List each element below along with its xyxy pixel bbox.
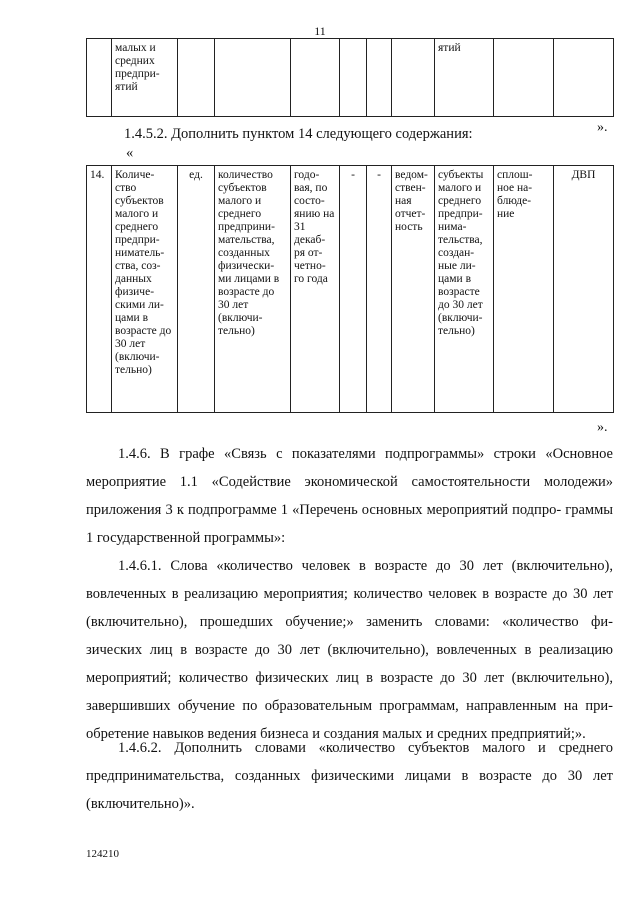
paragraph-1-4-6-2: 1.4.6.2. Дополнить словами «количество субъектов малого и среднего предпринимательства, созданных физическими лицами в возрасте до 30 лет (включительно)».: [86, 740, 613, 812]
paragraph-1-4-6: 1.4.6. В графе «Связь с показателями подпрограммы» строки «Основное мероприятие 1.1 «Содействие экономической самостоятельности молодежи» приложения 3 к подпрограмме 1 «Перечень основных мероприятий подпро- граммы 1 государственной программы»:: [86, 446, 613, 546]
cell-periodicity: годо- вая, по состо- янию на 31 декаб- ря от- четно- го года: [291, 166, 340, 413]
cell-name: Количе- ство субъектов малого и среднего предпри- ниматель- ства, соз- данных физиче- скими ли- цами в возрасте до 30 лет (включи- тельно): [112, 166, 178, 413]
cell-method: сплош- ное на- блюде- ние: [494, 166, 554, 413]
cell-num: 14.: [87, 166, 112, 413]
footer-code: 124210: [86, 848, 119, 860]
continuation-table: [86, 38, 614, 117]
table-row: [87, 39, 614, 117]
cell-definition: количество субъектов малого и среднего предприни- мательства, созданных физически- ми лицами в возрасте до 30 лет (включи- тельно): [215, 166, 291, 413]
cell-dash-2: -: [367, 166, 392, 413]
cell-unit: ед.: [178, 166, 215, 413]
paragraph-1-4-6-1: 1.4.6.1. Слова «количество человек в возрасте до 30 лет (включительно), вовлеченных в реализацию мероприятия; количество человек в возрасте до 30 лет (включительно), прошедших обучение;» заменить словами: «количество фи- зических лиц в возрасте до 30 лет (включительно), вовлеченных в реализацию мероприятий; количество физических лиц в возрасте до 30 лет (включительно), завершивших обучение по образовательным программам, направленным на при- обретение навыков ведения бизнеса и создания малых и средних предприятий;».: [86, 558, 613, 742]
cell-link: ятий: [435, 39, 494, 117]
closing-quote-1: ».: [597, 120, 608, 135]
cell-subjects: субъекты малого и среднего предпри- нима- тельства, создан- ные ли- цами в возрасте до 30 лет (включи- тельно): [435, 166, 494, 413]
cell-responsible: ДВП: [554, 166, 614, 413]
closing-quote-2: ».: [597, 420, 608, 435]
cell-dash-1: -: [340, 166, 367, 413]
opening-quote: «: [126, 145, 134, 161]
table-row: [87, 166, 614, 413]
cell-name: малых и средних предпри- ятий: [112, 39, 178, 117]
cell-source: ведом- ствен- ная отчет- ность: [392, 166, 435, 413]
page-number: 11: [314, 24, 326, 38]
indicator-table: [86, 165, 614, 413]
section-heading: 1.4.5.2. Дополнить пунктом 14 следующего содержания:: [124, 126, 473, 142]
